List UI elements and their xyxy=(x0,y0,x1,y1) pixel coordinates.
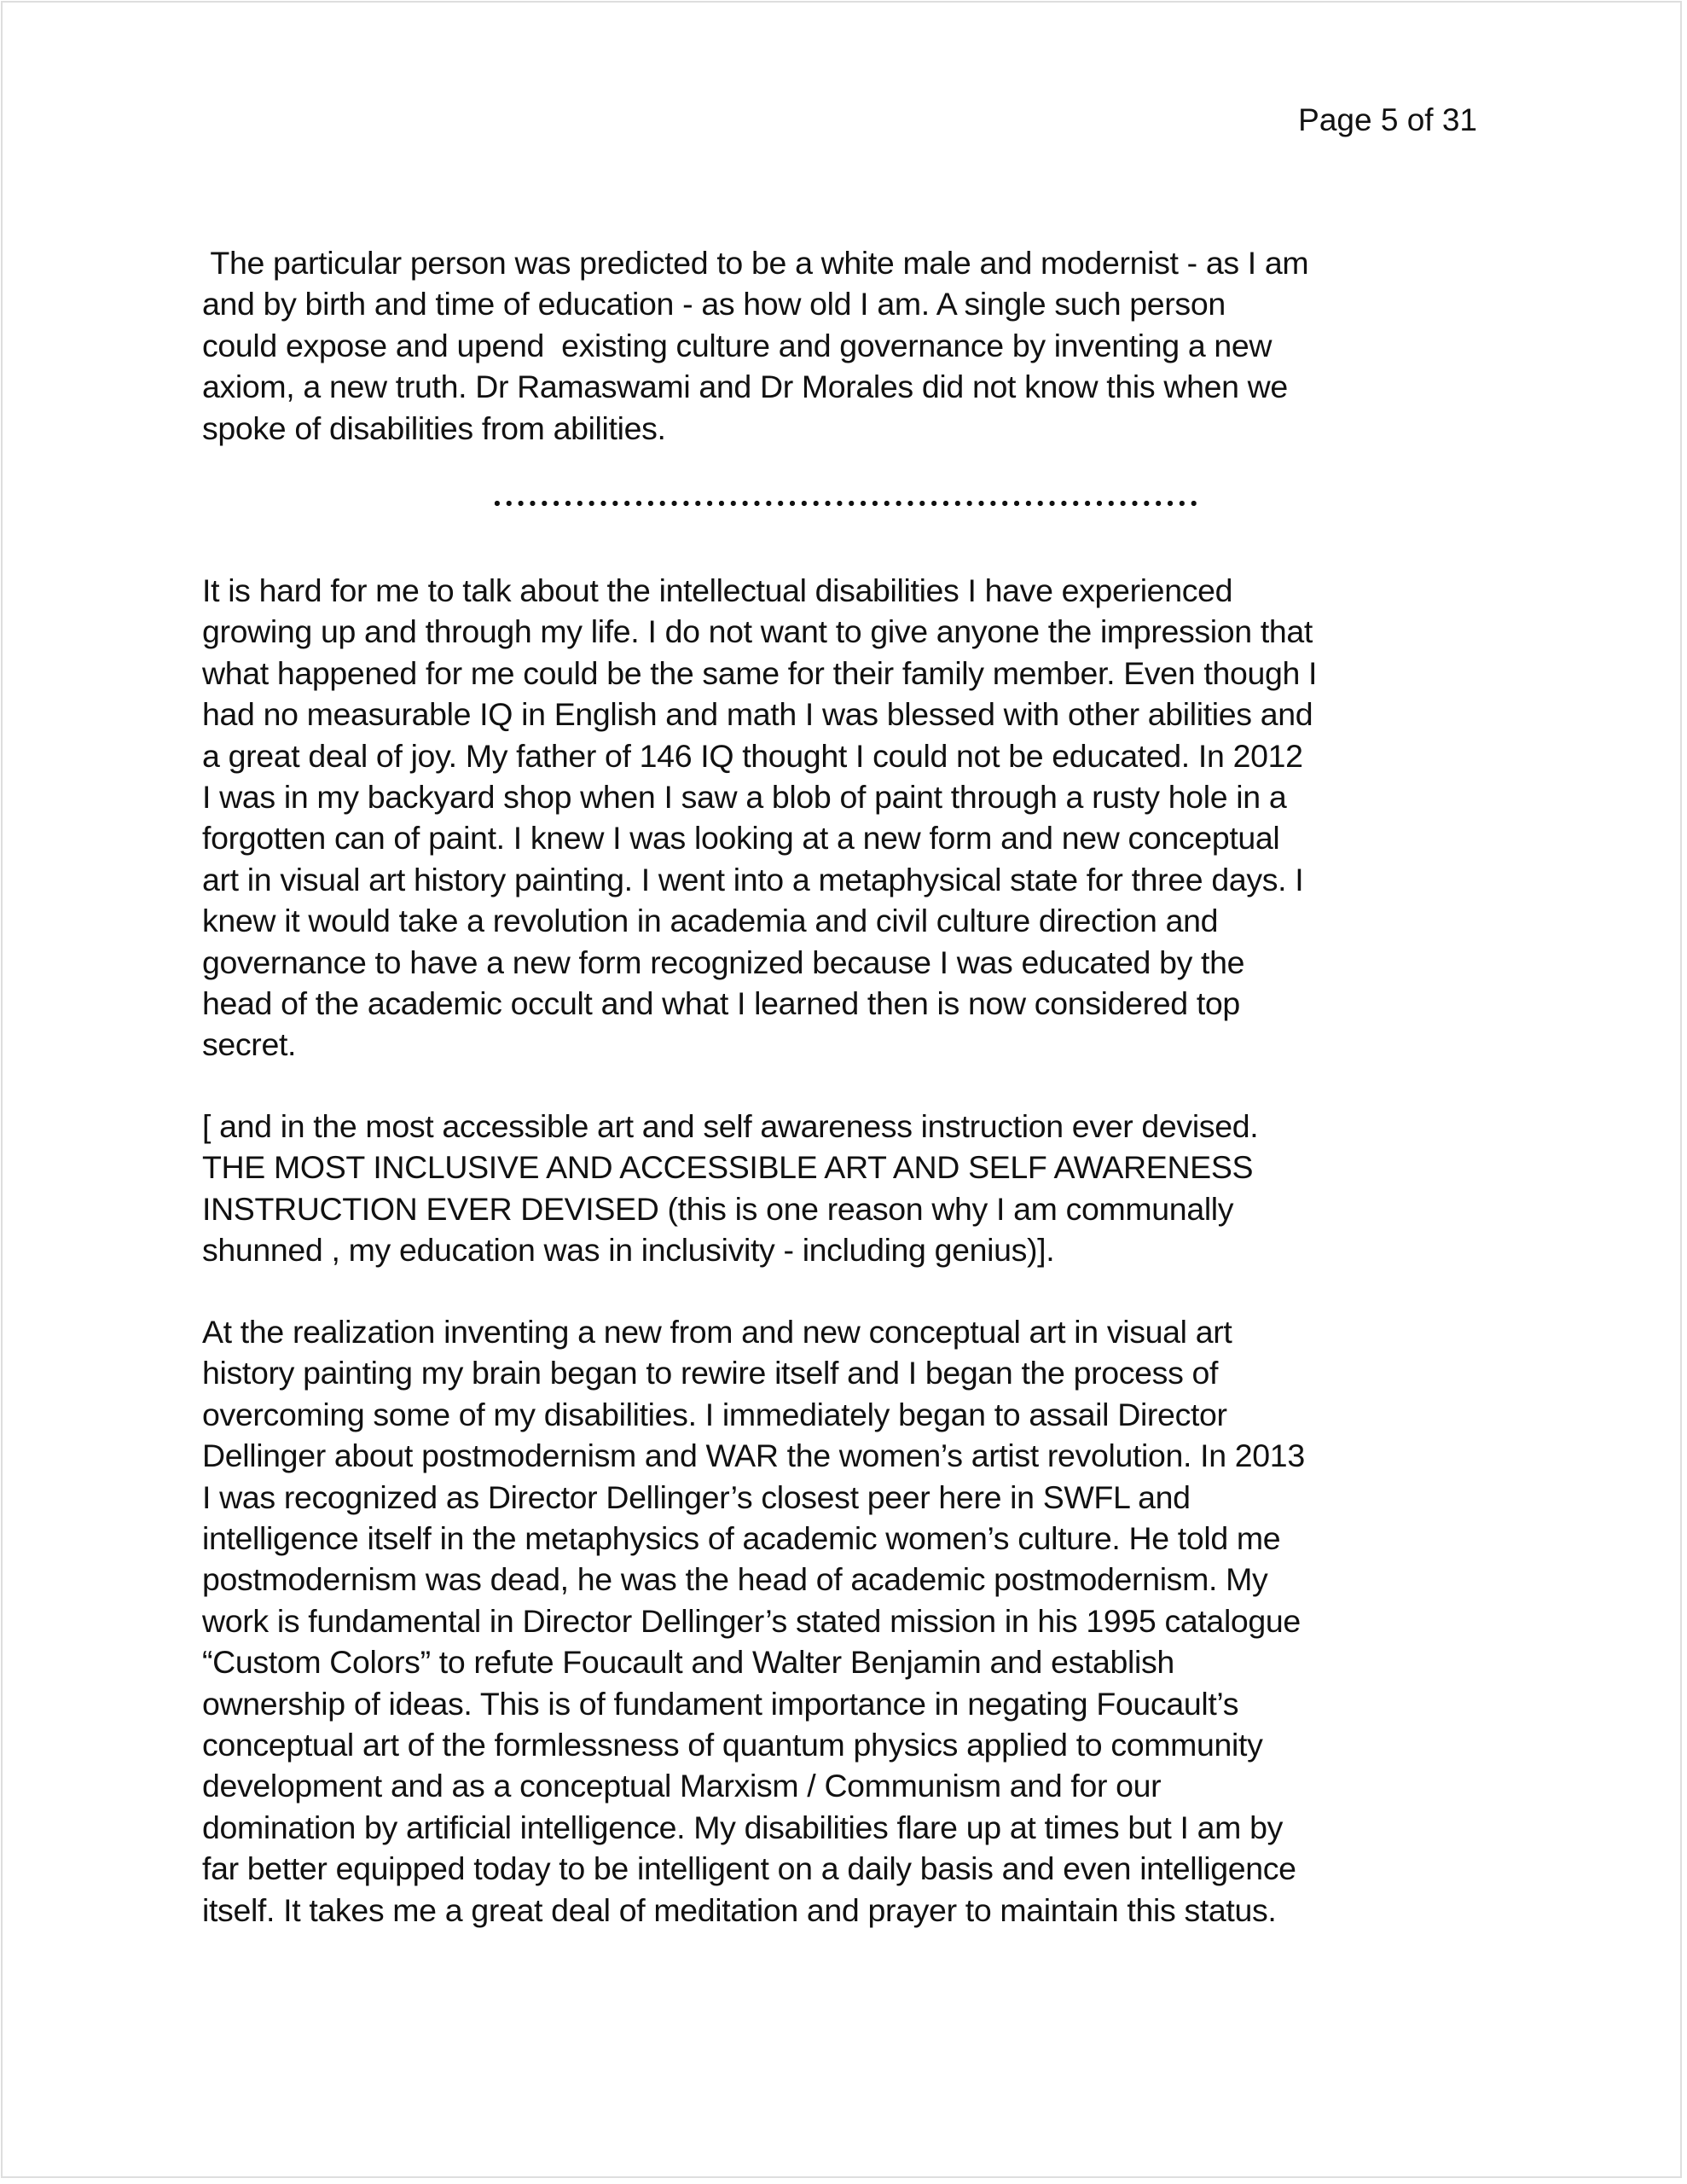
text-line: overcoming some of my disabilities. I immediately began to assail Director xyxy=(202,1396,1227,1432)
text-line: ownership of ideas. This is of fundament importance in negating Foucault’s xyxy=(202,1685,1239,1722)
text-line: “Custom Colors” to refute Foucault and Walter Benjamin and establish xyxy=(202,1644,1174,1681)
text-line: growing up and through my life. I do not want to give anyone the impression that xyxy=(202,613,1313,650)
text-line: conceptual art of the formlessness of quantum physics applied to community xyxy=(202,1727,1263,1763)
text-line: It is hard for me to talk about the intellectual disabilities I have experienced xyxy=(202,572,1233,608)
text-line: secret. xyxy=(202,1026,297,1063)
text-line: art in visual art history painting. I went into a metaphysical state for three days. I xyxy=(202,861,1304,897)
text-line: and by birth and time of education - as how old I am. A single such person xyxy=(202,286,1226,322)
text-line: axiom, a new truth. Dr Ramaswami and Dr Morales did not know this when we xyxy=(202,369,1288,405)
text-line: could expose and upend existing culture and governance by inventing a new xyxy=(202,327,1272,363)
text-line: domination by artificial intelligence. My disabilities flare up at times but I am by xyxy=(202,1809,1284,1845)
text-line: shunned , my education was in inclusivity - including genius)]. xyxy=(202,1232,1055,1269)
text-line: I was recognized as Director Dellinger’s closest peer here in SWFL and xyxy=(202,1478,1191,1515)
text-line: forgotten can of paint. I knew I was looking at a new form and new conceptual xyxy=(202,820,1280,857)
text-line: [ and in the most accessible art and self awareness instruction ever devised. xyxy=(202,1108,1259,1144)
paragraph-4 xyxy=(202,1311,1533,1931)
dotted-separator xyxy=(491,500,1201,507)
text-line: far better equipped today to be intelligent on a daily basis and even intelligence xyxy=(202,1850,1296,1887)
text-line: knew it would take a revolution in academia and civil culture direction and xyxy=(202,903,1219,939)
paragraph-2 xyxy=(202,570,1533,1066)
text-line: work is fundamental in Director Dellinger’s stated mission in his 1995 catalogue xyxy=(202,1602,1301,1639)
text-line: governance to have a new form recognized because I was educated by the xyxy=(202,944,1245,980)
text-line: spoke of disabilities from abilities. xyxy=(202,410,666,446)
paragraph-3 xyxy=(202,1106,1533,1271)
text-line: At the realization inventing a new from and new conceptual art in visual art xyxy=(202,1314,1232,1350)
text-line: The particular person was predicted to be a white male and modernist - as I am xyxy=(202,245,1309,281)
text-line: a great deal of joy. My father of 146 IQ thought I could not be educated. In 2012 xyxy=(202,737,1303,774)
text-line: development and as a conceptual Marxism / Communism and for our xyxy=(202,1768,1162,1804)
paragraph-1 xyxy=(202,242,1533,449)
text-line: history painting my brain began to rewire itself and I began the process of xyxy=(202,1355,1219,1391)
text-line: head of the academic occult and what I learned then is now considered top xyxy=(202,985,1240,1022)
text-line: had no measurable IQ in English and math I was blessed with other abilities and xyxy=(202,696,1313,733)
text-line: I was in my backyard shop when I saw a blob of paint through a rusty hole in a xyxy=(202,779,1287,816)
text-line: itself. It takes me a great deal of meditation and prayer to maintain this status. xyxy=(202,1891,1277,1928)
text-line: INSTRUCTION EVER DEVISED (this is one reason why I am communally xyxy=(202,1190,1234,1227)
text-line: postmodernism was dead, he was the head of academic postmodernism. My xyxy=(202,1561,1268,1598)
text-line: what happened for me could be the same for their family member. Even though I xyxy=(202,654,1318,691)
document-page xyxy=(1,1,1682,2178)
text-line: THE MOST INCLUSIVE AND ACCESSIBLE ART AND SELF AWARENESS xyxy=(202,1149,1254,1186)
page-number: Page 5 of 31 xyxy=(1298,102,1477,137)
text-line: intelligence itself in the metaphysics of academic women’s culture. He told me xyxy=(202,1520,1281,1557)
text-line: Dellinger about postmodernism and WAR the women’s artist revolution. In 2013 xyxy=(202,1438,1305,1474)
